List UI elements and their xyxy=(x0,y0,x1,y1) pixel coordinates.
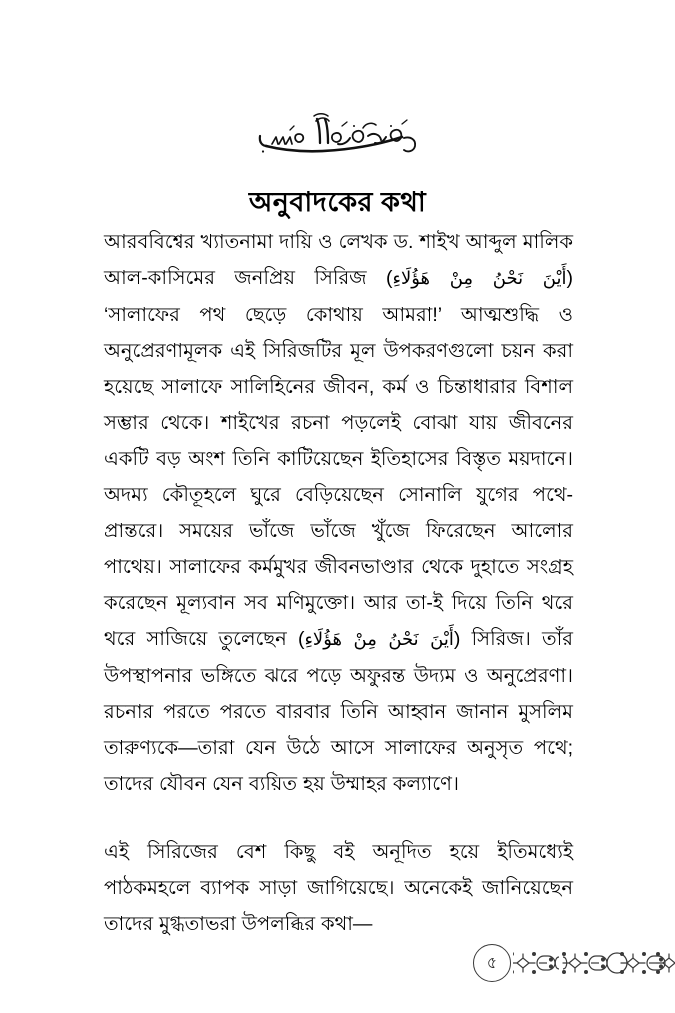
paragraph-2: এই সিরিজের বেশ কিছু বই অনূদিত হয়ে ইতিমধ্যেই পাঠকমহলে ব্যাপক সাড়া জাগিয়েছে। অনেকেই জানিয়েছেন তাদের মুগ্ধতাভরা উপলব্ধির কথা— xyxy=(104,841,573,935)
arabic-phrase: أَيْنَ نَحْنُ مِنْ هَؤُلَاءِ xyxy=(392,268,567,289)
page-title: অনুবাদকের কথা xyxy=(248,187,427,218)
body-text-block xyxy=(104,224,573,942)
paragraph-1: আরববিশ্বের খ্যাতনামা দায়ি ও লেখক ড. শাইখ আব্দুল মালিক আল-কাসিমের জনপ্রিয় সিরিজ (أَيْنَ نَحْنُ مِنْ هَؤُلَاءِ) ‘সালাফের পথ ছেড়ে কোথায় আমরা!’ আত্মশুদ্ধি ও অনুপ্রেরণামূলক এই সিরিজটির মূল উপকরণগুলো চয়ন করা হয়েছে সালাফে সালিহিনের জীবন, কর্ম ও চিন্তাধারার বিশাল সম্ভার থেকে। শাইখের রচনা পড়লেই বোঝা যায় জীবনের একটি বড় অংশ তিনি কাটিয়েছেন ইতিহাসের বিস্তৃত ময়দানে। অদম্য কৌতূহলে ঘুরে বেড়িয়েছেন সোনালি যুগের পথে-প্রান্তরে। সময়ের ভাঁজে ভাঁজে খুঁজে ফিরেছেন আলোর পাথেয়। সালাফের কর্মমুখর জীবনভাণ্ডার থেকে দুহাতে সংগ্রহ করেছেন মূল্যবান সব মণিমুক্তো। আর তা-ই দিয়ে তিনি থরে থরে সাজিয়ে তুলেছেন (أَيْنَ نَحْنُ مِنْ هَؤُلَاءِ) সিরিজ। তাঁর উপস্থাপনার ভঙ্গিতে ঝরে পড়ে অফুরন্ত উদ্যম ও অনুপ্রেরণা। রচনার পরতে পরতে বারবার তিনি আহ্বান জানান মুসলিম তারুণ্যকে—তারা যেন উঠে আসে সালাফের অনুসৃত পথে; তাদের যৌবন যেন ব্যয়িত হয় উম্মাহর কল্যাণে। xyxy=(104,231,574,795)
bismillah-text xyxy=(0,112,675,113)
bismillah-calligraphy-icon xyxy=(250,112,426,163)
arabesque-ornament-icon xyxy=(513,945,675,981)
page-footer xyxy=(0,941,675,991)
bismillah-header xyxy=(0,112,675,163)
arabic-phrase: أَيْنَ نَحْنُ مِنْ هَؤُلَاءِ xyxy=(304,629,454,650)
page-number: ৫ xyxy=(486,954,498,972)
page-number-badge xyxy=(473,944,511,982)
